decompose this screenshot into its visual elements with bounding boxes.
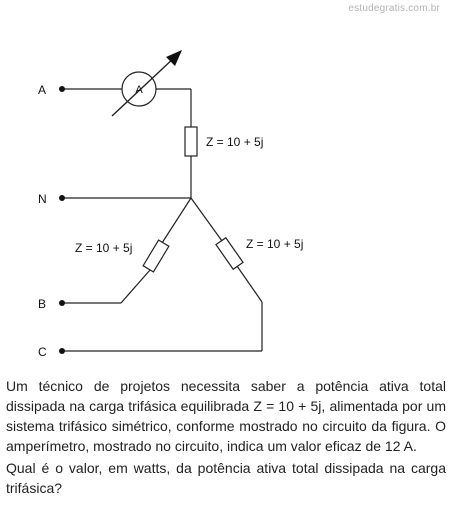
- ammeter-label: A: [135, 84, 143, 96]
- node-label-n: N: [38, 192, 47, 206]
- terminal-dot-icon-b: [59, 300, 65, 306]
- wire-center-b1: [162, 198, 191, 243]
- question-paragraph-1: Um técnico de projetos necessita saber a potência ativa total dissipada na carga trifásica equilibrada Z = 10 + 5j, alimentada por um sistema trifásico simétrico, conforme mostrado no circuito da figura. O amperímetro, mostrado no circuito, indica um valor eficaz de 12 A.: [6, 378, 446, 454]
- wire-b-diag: [121, 270, 150, 303]
- question-paragraph-2: Qual é o valor, em watts, da potência ativa total dissipada na carga trifásica?: [6, 460, 446, 496]
- terminal-dot-icon-c: [59, 348, 65, 354]
- impedance-label-phase-a: Z = 10 + 5j: [206, 135, 264, 149]
- wire-center-c1: [191, 198, 222, 241]
- resistor-icon-phase-c: [216, 238, 243, 269]
- resistor-icon-phase-a: [185, 127, 197, 156]
- terminal-dot-icon-n: [59, 195, 65, 201]
- node-label-c: C: [38, 345, 47, 359]
- impedance-label-phase-b: Z = 10 + 5j: [75, 241, 133, 255]
- resistor-icon-phase-b: [143, 240, 169, 272]
- terminal-dot-icon-a: [59, 86, 65, 92]
- watermark: estudegratis.com.br: [348, 3, 440, 14]
- impedance-label-phase-c: Z = 10 + 5j: [246, 237, 304, 251]
- node-label-a: A: [38, 83, 47, 97]
- wire-c-diag: [237, 266, 262, 302]
- node-label-b: B: [38, 297, 47, 311]
- question-text: [6, 376, 446, 498]
- ammeter-icon: [112, 50, 182, 116]
